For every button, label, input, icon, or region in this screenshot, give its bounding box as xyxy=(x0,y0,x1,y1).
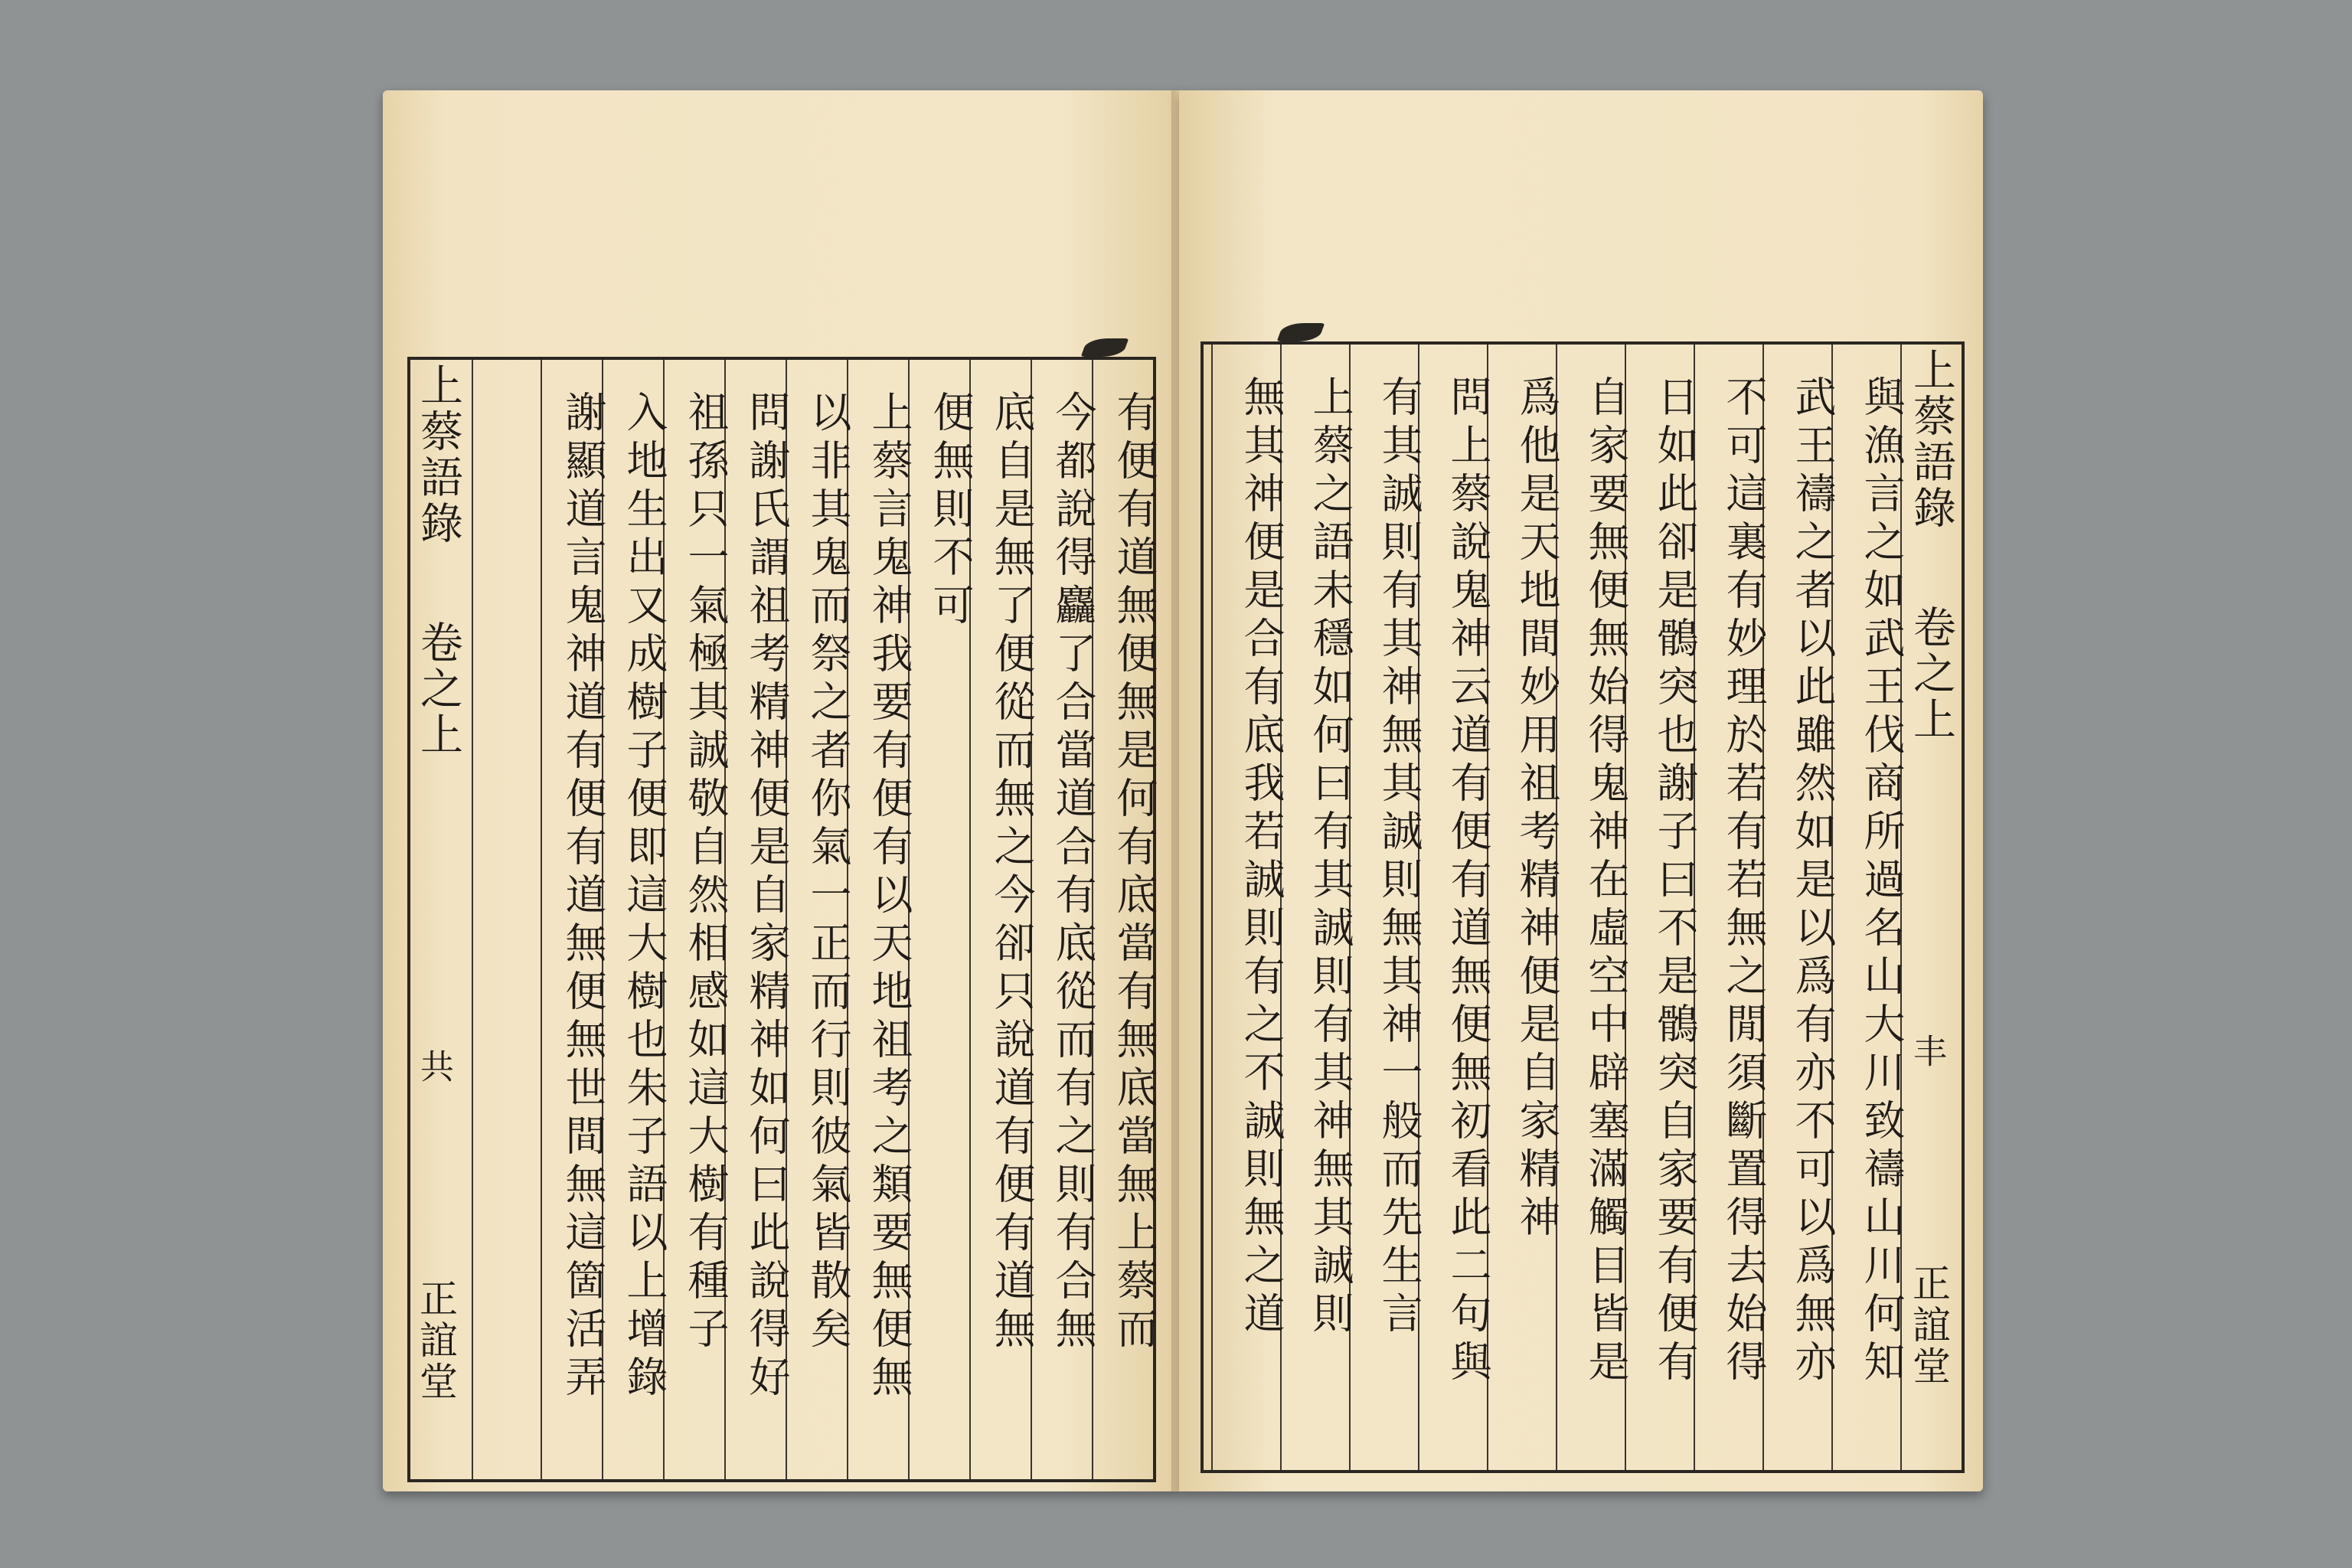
column-1 xyxy=(1092,360,1158,1479)
column-text: 今都說得麤了合當道合有底從而有之則有合無 xyxy=(1049,390,1097,1355)
column-9 xyxy=(602,360,668,1479)
left-page-frame xyxy=(407,357,1156,1482)
column-text: 爲他是天地間妙用祖考精神便是自家精神 xyxy=(1513,375,1561,1243)
column-text: 上蔡之語未穩如何曰有其誠則有其神無其誠則 xyxy=(1306,375,1354,1340)
column-text: 便無則不可 xyxy=(926,390,975,632)
column-10 xyxy=(1211,345,1285,1470)
column-text: 祖孫只一氣極其誠敬自然相感如這大樹有種子 xyxy=(681,390,730,1355)
column-6 xyxy=(786,360,852,1479)
column-3 xyxy=(1694,345,1768,1470)
folio-number: 共 xyxy=(414,1049,453,1086)
book-title: 上蔡語錄 xyxy=(1906,348,1956,531)
folio-number: 丰 xyxy=(1907,1034,1946,1070)
column-text: 有便有道無便無是何有底當有無底當無上蔡而 xyxy=(1110,390,1158,1355)
fish-tail-mark xyxy=(1277,323,1325,341)
column-text: 問上蔡說鬼神云道有便有道無便無初看此二句與 xyxy=(1444,375,1492,1388)
fish-tail-mark xyxy=(1081,338,1129,357)
right-page xyxy=(1179,90,1983,1491)
fold-strip xyxy=(410,360,473,1479)
column-7 xyxy=(1418,345,1492,1470)
column-text: 無其神便是合有底我若誠則有之不誠則無之道 xyxy=(1237,375,1285,1340)
column-10 xyxy=(541,360,607,1479)
column-8 xyxy=(663,360,730,1479)
publisher-name: 正誼堂 xyxy=(413,1279,458,1403)
fold-strip xyxy=(1900,345,1963,1470)
column-3 xyxy=(969,360,1036,1479)
column-text: 問謝氏謂祖考精神便是自家精神如何曰此說得好 xyxy=(743,390,791,1403)
column-text: 與漁言之如武王伐商所過名山大川致禱山川何知 xyxy=(1857,375,1906,1388)
column-2 xyxy=(1762,345,1837,1470)
left-page xyxy=(383,90,1179,1491)
column-6 xyxy=(1487,345,1561,1470)
column-text: 自家要無便無始得鬼神在虛空中辟塞滿觸目皆是 xyxy=(1582,375,1630,1388)
column-text: 有其誠則有其神無其誠則無其神一般而先生言 xyxy=(1375,375,1423,1340)
column-text: 不可這裏有妙理於若有若無之閒須斷置得去始得 xyxy=(1720,375,1768,1388)
column-text: 謝顯道言鬼神道有便有道無便無世間無這箇活弄 xyxy=(559,390,607,1403)
column-text: 日如此卻是鶻突也謝子曰不是鶻突自家要有便有 xyxy=(1651,375,1699,1388)
column-9 xyxy=(1280,345,1354,1470)
column-8 xyxy=(1349,345,1423,1470)
column-4 xyxy=(908,360,975,1479)
column-text: 入地生出又成樹子便即這大樹也朱子語以上增錄 xyxy=(620,390,668,1403)
column-2 xyxy=(1031,360,1097,1479)
column-text: 以非其鬼而祭之者你氣一正而行則彼氣皆散矣 xyxy=(804,390,852,1355)
column-5 xyxy=(1556,345,1630,1470)
column-text: 底自是無了便從而無之今卻只說道有便有道無 xyxy=(988,390,1036,1355)
column-text: 武王禱之者以此雖然如是以爲有亦不可以爲無亦 xyxy=(1788,375,1837,1388)
column-7 xyxy=(724,360,791,1479)
right-page-frame xyxy=(1200,341,1965,1473)
column-4 xyxy=(1625,345,1699,1470)
column-1 xyxy=(1831,345,1906,1470)
book-title: 上蔡語錄 xyxy=(413,363,463,547)
volume-label: 卷之上 xyxy=(413,620,463,758)
column-text: 上蔡言鬼神我要有便有以天地祖考之類要無便無 xyxy=(865,390,913,1403)
publisher-name: 正誼堂 xyxy=(1906,1263,1951,1387)
column-5 xyxy=(847,360,913,1479)
volume-label: 卷之上 xyxy=(1906,605,1956,743)
open-book xyxy=(383,90,1983,1491)
